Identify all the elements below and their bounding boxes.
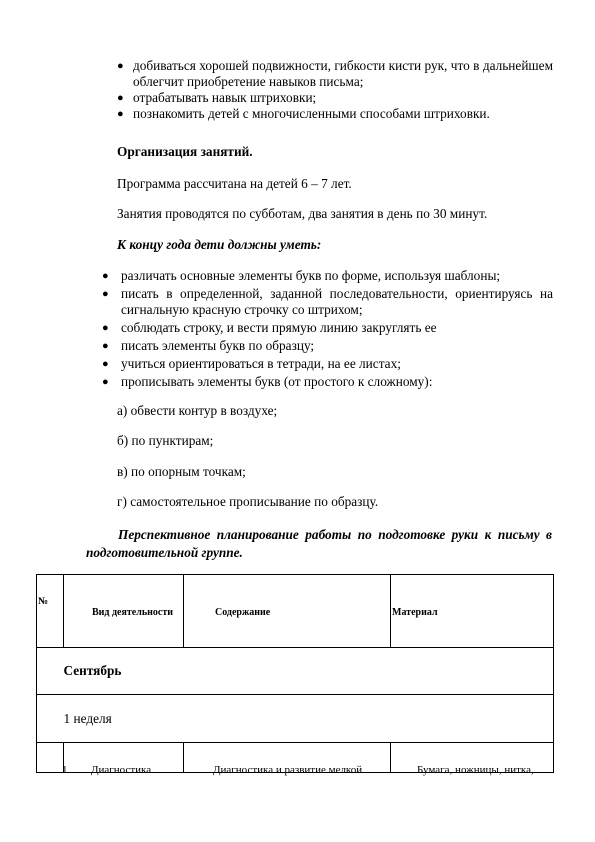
list-item: ● писать элементы букв по образцу; — [102, 338, 315, 353]
header-cell — [391, 575, 554, 648]
list-item: ● учиться ориентироваться в тетради, на ее листах; — [102, 356, 401, 371]
org-heading: Организация занятий. — [117, 144, 253, 159]
table-cell — [37, 695, 64, 743]
step-a: а) обвести контур в воздухе; — [117, 403, 278, 418]
bullet-icon: ● — [117, 92, 124, 104]
header-cell — [64, 575, 184, 648]
classes-text: Занятия проводятся по субботам, два занятия в день по 30 минут. — [117, 206, 488, 221]
list-item: ● познакомить детей с многочисленными способами штриховки. — [117, 106, 490, 121]
month-label: Сентябрь — [63, 663, 122, 678]
list-item: ● прописывать элементы букв (от простого к сложному): — [102, 374, 433, 389]
bullet-icon: ● — [117, 60, 124, 72]
bullet-icon: ● — [102, 358, 109, 370]
header-content: Содержание — [215, 607, 271, 618]
table-cell — [64, 648, 554, 695]
header-cell — [37, 575, 64, 648]
table-row — [37, 648, 554, 695]
step-d: г) самостоятельное прописывание по образцу. — [117, 494, 379, 509]
bullet-icon: ● — [117, 108, 124, 120]
header-num: № — [38, 596, 49, 607]
row1-content: Диагностика и развитие мелкой — [213, 764, 363, 776]
header-cell — [184, 575, 391, 648]
bullet-icon: ● — [102, 376, 109, 388]
goals-list — [117, 58, 553, 122]
list-item: ● писать в определенной, заданной последовательности, ориентируясь на сигнальную красную строчку со штрихом; — [102, 286, 553, 317]
bullet-icon: ● — [102, 340, 109, 352]
row1-activity: Диагностика — [91, 764, 152, 776]
bullet-icon: ● — [102, 270, 109, 282]
list-item: ● добиваться хорошей подвижности, гибкости кисти рук, что в дальнейшем облегчит приобретение навыков письма; — [117, 58, 553, 89]
header-material: Материал — [392, 607, 438, 618]
list-item: ● различать основные элементы букв по форме, используя шаблоны; — [102, 268, 501, 283]
plan-heading: Перспективное планирование работы по подготовке руки к письму в подготовительной группе. — [86, 527, 552, 560]
step-b: б) по пунктирам; — [117, 433, 214, 448]
table-row — [37, 695, 554, 743]
bullet-icon: ● — [102, 322, 109, 334]
row1-material: Бумага, ножницы, нитка, — [417, 764, 534, 776]
week-label: 1 неделя — [63, 711, 112, 726]
table-header-row — [37, 575, 554, 648]
row1-num: 1 — [62, 764, 68, 776]
plan-table — [36, 574, 554, 773]
table-cell — [64, 695, 554, 743]
header-activity: Вид деятельности — [92, 607, 174, 618]
list-item: ● соблюдать строку, и вести прямую линию закруглять ее — [102, 320, 437, 335]
program-text: Программа рассчитана на детей 6 – 7 лет. — [117, 176, 352, 191]
table-cell — [37, 648, 64, 695]
bullet-icon: ● — [102, 288, 109, 300]
skills-heading: К концу года дети должны уметь: — [117, 237, 322, 252]
list-item: ● отрабатывать навык штриховки; — [117, 90, 317, 105]
step-c: в) по опорным точкам; — [117, 464, 246, 479]
skills-list — [102, 268, 553, 392]
table-cell — [37, 743, 64, 773]
